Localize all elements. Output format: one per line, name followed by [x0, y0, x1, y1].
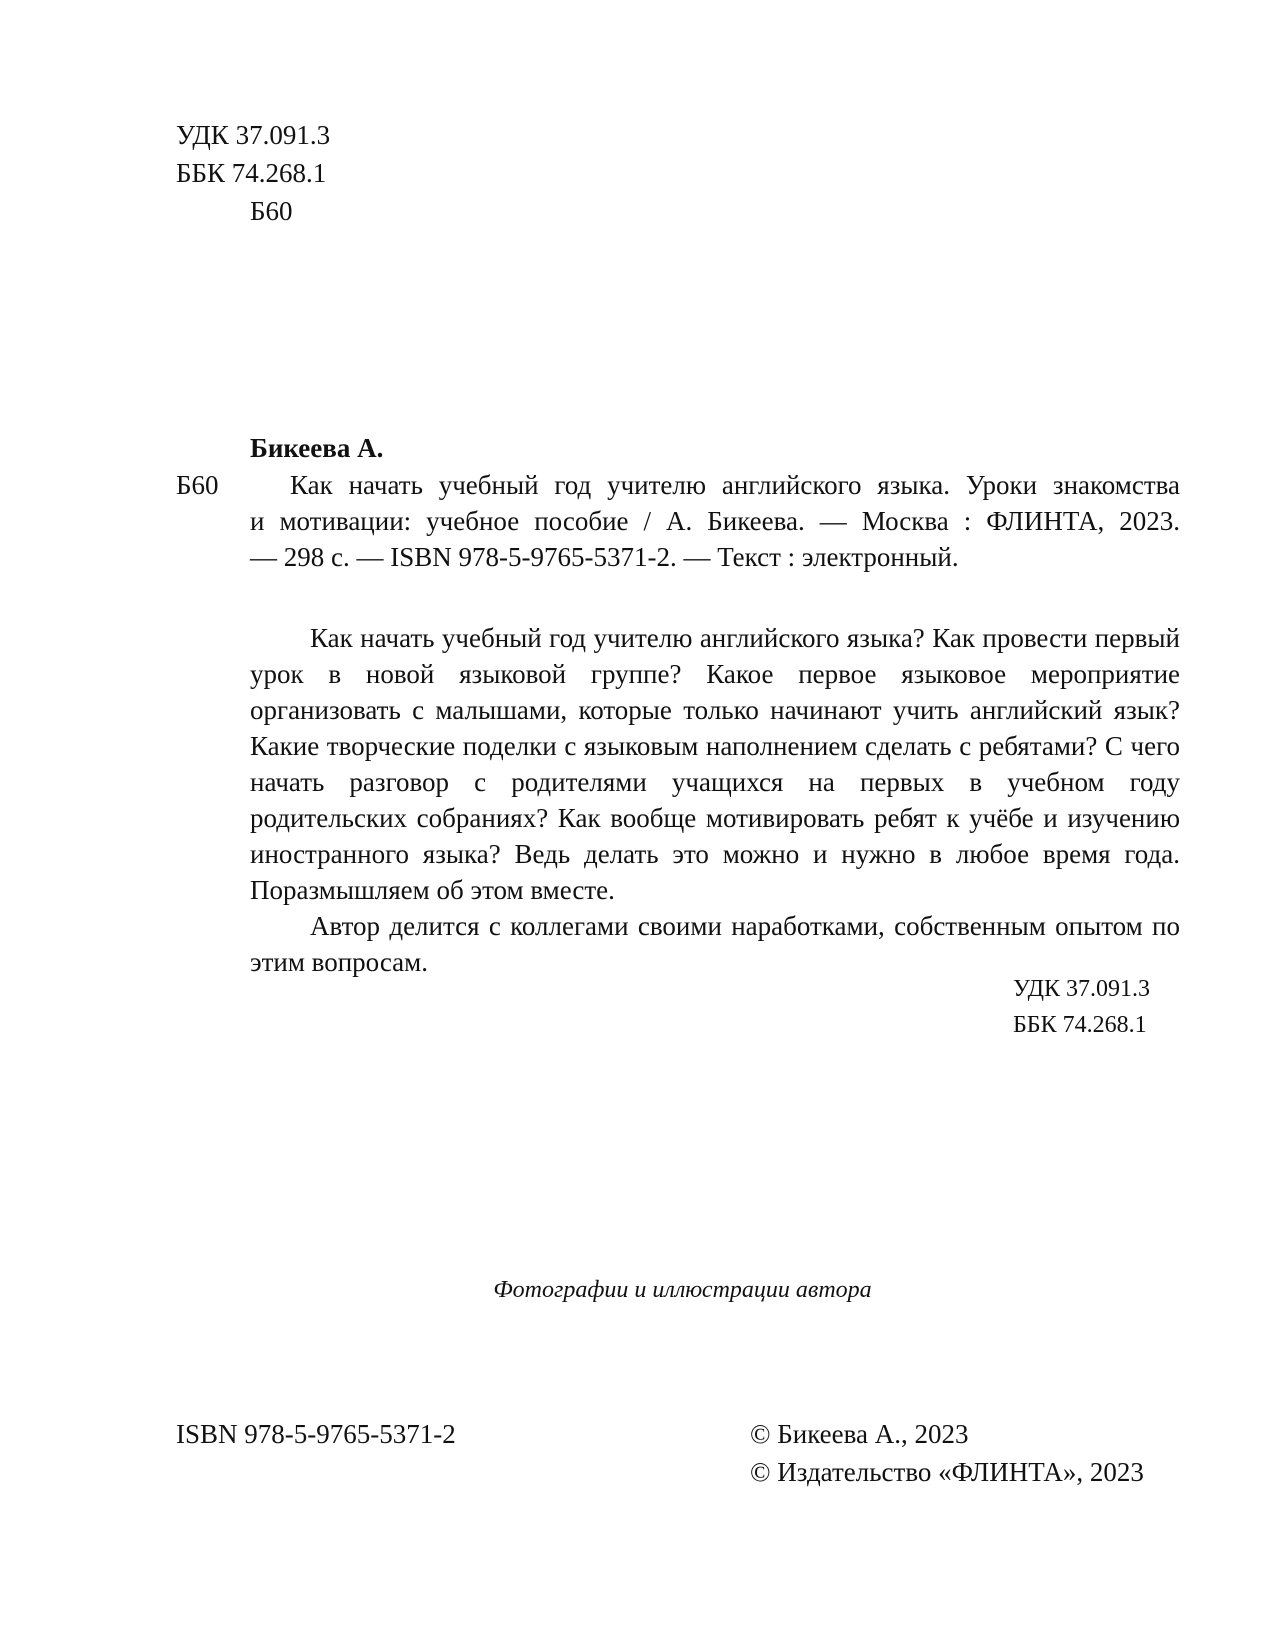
author-heading: Бикеева А. [250, 433, 384, 463]
biblio-line: — 298 с. — ISBN 978-5-9765-5371-2. — Текст : электронный. [250, 542, 959, 572]
annotation-line: Автор делится с коллегами своими наработками, собственным опытом по [310, 911, 1180, 941]
udk-code-bottom: УДК 37.091.3 [1013, 976, 1150, 1002]
bbk-code-top: ББК 74.268.1 [176, 158, 327, 188]
copyright-publisher: © Издательство «ФЛИНТА», 2023 [750, 1457, 1144, 1487]
bbk-code-bottom: ББК 74.268.1 [1013, 1012, 1147, 1038]
biblio-line: и мотивации: учебное пособие / А. Бикеева. — Москва : ФЛИНТА, 2023. [250, 506, 1180, 536]
annotation-line: Какие творческие поделки с языковым наполнением сделать с ребятами? С чего [250, 731, 1180, 761]
annotation-line: этим вопросам. [250, 947, 428, 977]
annotation-line: родительских собраниях? Как вообще мотивировать ребят к учёбе и изучению [250, 803, 1180, 833]
udk-code-top: УДК 37.091.3 [176, 120, 331, 150]
isbn: ISBN 978-5-9765-5371-2 [176, 1419, 456, 1449]
annotation-line: начать разговор с родителями учащихся на первых в учебном году [250, 767, 1180, 797]
author-code-side: Б60 [176, 470, 219, 500]
biblio-line: Как начать учебный год учителю английского языка. Уроки знакомства [290, 470, 1180, 500]
bibliographic-description [250, 467, 1180, 575]
author-code-top: Б60 [250, 196, 293, 226]
annotation-line: Как начать учебный год учителю английского языка? Как провести первый [310, 623, 1180, 653]
annotation-line: иностранного языка? Ведь делать это можно и нужно в любое время года. [250, 839, 1180, 869]
photo-credit: Фотографии и иллюстрации автора [493, 1277, 872, 1303]
annotation-line: урок в новой языковой группе? Какое первое языковое мероприятие [250, 659, 1180, 689]
annotation-line: организовать с малышами, которые только начинают учить английский язык? [250, 695, 1180, 725]
copyright-author: © Бикеева А., 2023 [750, 1419, 969, 1449]
annotation-line: Поразмышляем об этом вместе. [250, 875, 615, 905]
annotation [250, 620, 1180, 980]
